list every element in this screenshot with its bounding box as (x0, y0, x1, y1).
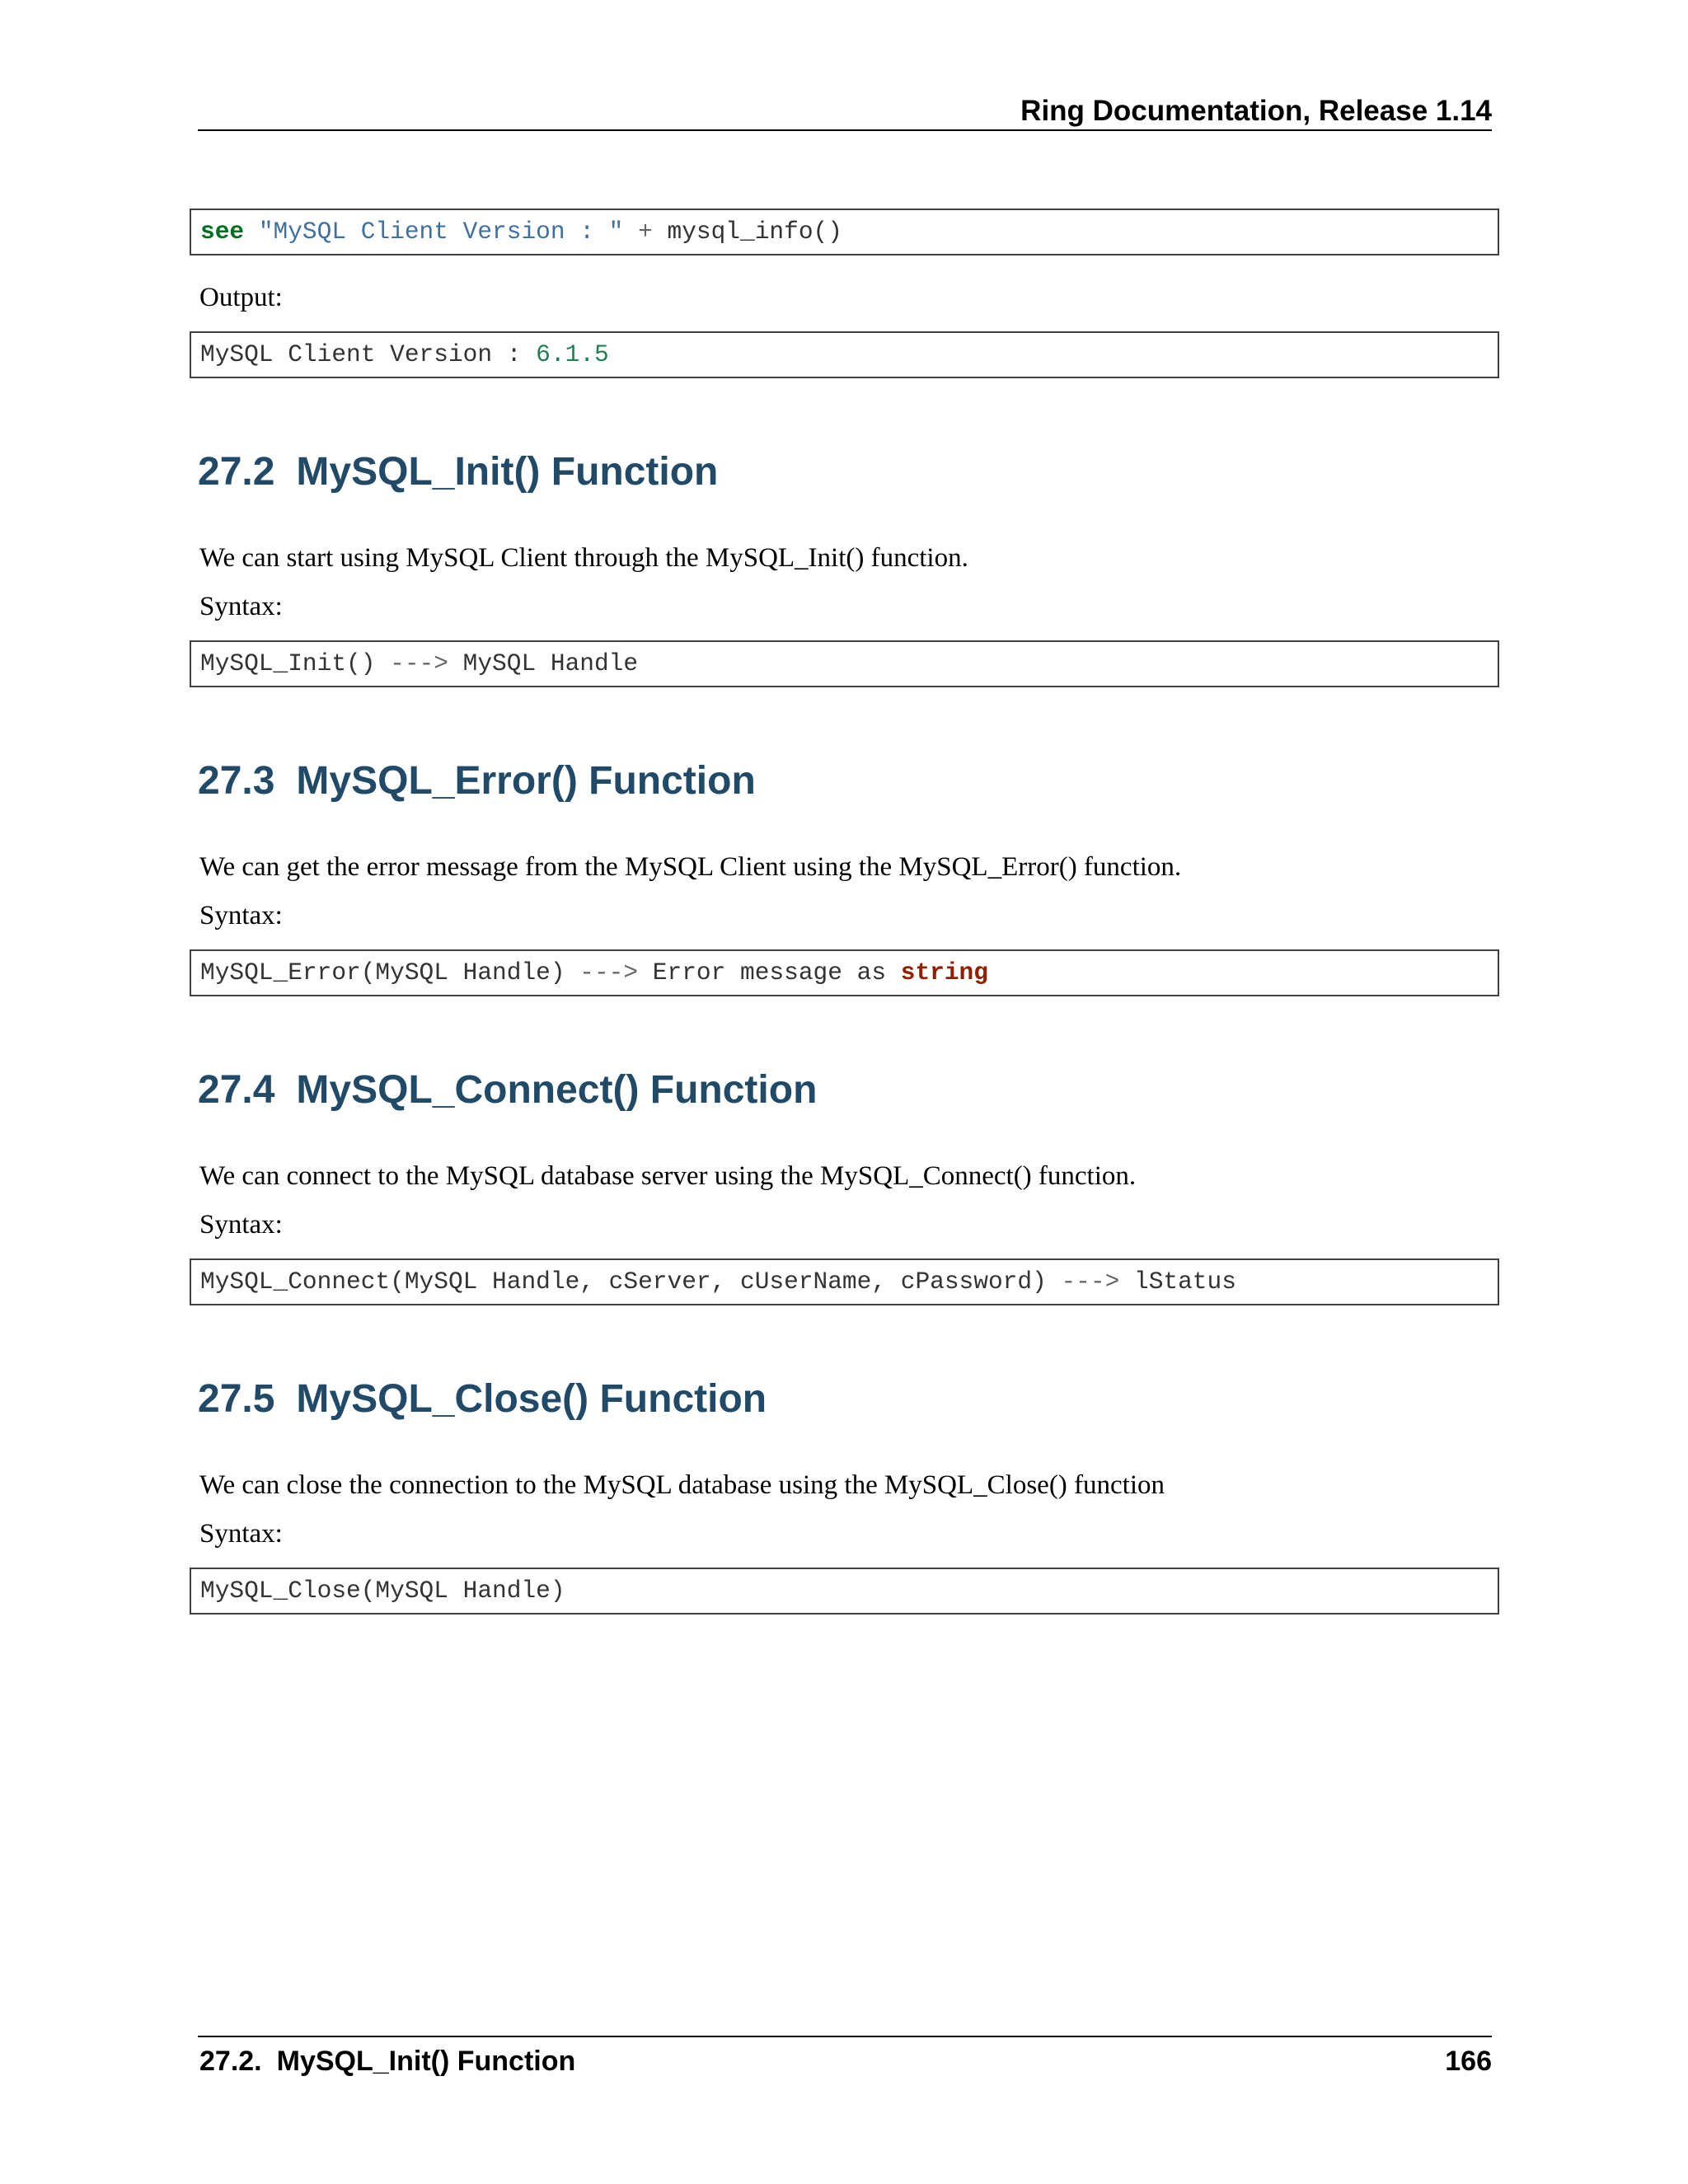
output-text: MySQL Client Version : (200, 340, 522, 368)
syntax-result: MySQL Handle (462, 649, 639, 677)
section-number: 27.4 (198, 1068, 275, 1112)
section-title: MySQL_Connect() Function (296, 1068, 818, 1112)
output-label: Output: (199, 283, 283, 312)
section-title: MySQL_Init() Function (296, 450, 719, 494)
header-rule (198, 129, 1492, 131)
section-number: 27.3 (198, 759, 275, 803)
section-title: MySQL_Error() Function (296, 759, 756, 803)
section-heading-mysql-close (198, 1375, 1492, 1424)
syntax-label: Syntax: (199, 1210, 283, 1240)
section-description: We can connect to the MySQL database server using the MySQL_Connect() function. (199, 1161, 1137, 1191)
code-block-mysql-info (190, 209, 1499, 255)
section-heading-mysql-init (198, 448, 1492, 497)
section-number: 27.2 (198, 450, 275, 494)
section-description: We can get the error message from the MySQL Client using the MySQL_Error() function. (199, 852, 1182, 882)
syntax-result: Error message as (652, 958, 887, 987)
syntax-arrow: ---> (579, 958, 639, 987)
code-block-syntax-mysql-init (190, 640, 1499, 687)
syntax-label: Syntax: (199, 592, 283, 621)
footer-rule (198, 2036, 1492, 2037)
syntax-call: MySQL_Connect(MySQL Handle, cServer, cUserName, cPassword) (200, 1268, 1047, 1296)
code-block-syntax-mysql-error (190, 949, 1499, 996)
syntax-arrow: ---> (1061, 1268, 1120, 1296)
footer-section-title (199, 2042, 575, 2080)
syntax-result: lStatus (1134, 1268, 1236, 1296)
syntax-call: MySQL_Error(MySQL Handle) (200, 958, 565, 987)
page-number: 166 (1445, 2046, 1492, 2077)
code-block-syntax-mysql-connect (190, 1258, 1499, 1305)
section-description: We can close the connection to the MySQL database using the MySQL_Close() function (199, 1470, 1165, 1500)
code-block-syntax-mysql-close (190, 1568, 1499, 1615)
code-keyword: see (200, 218, 245, 246)
syntax-call: MySQL_Init() (200, 649, 376, 677)
section-number: 27.5 (198, 1377, 275, 1421)
syntax-label: Syntax: (199, 901, 283, 930)
code-string: "MySQL Client Version : " (258, 218, 624, 246)
section-heading-mysql-connect (198, 1066, 1492, 1115)
code-operator: + (638, 218, 653, 246)
running-header: Ring Documentation, Release 1.14 (1020, 95, 1492, 127)
footer-section-name: MySQL_Init() Function (276, 2046, 576, 2077)
syntax-label: Syntax: (199, 1519, 283, 1549)
section-description: We can start using MySQL Client through the MySQL_Init() function. (199, 543, 968, 573)
syntax-builtin-type: string (900, 958, 988, 987)
code-call: mysql_info() (667, 218, 842, 246)
section-title: MySQL_Close() Function (296, 1377, 767, 1421)
syntax-arrow: ---> (390, 649, 448, 677)
code-block-output (190, 331, 1499, 378)
syntax-call: MySQL_Close(MySQL Handle) (200, 1577, 565, 1605)
output-version-number: 6.1.5 (536, 340, 609, 368)
footer-section-number: 27.2. (199, 2046, 262, 2077)
section-heading-mysql-error (198, 757, 1492, 806)
